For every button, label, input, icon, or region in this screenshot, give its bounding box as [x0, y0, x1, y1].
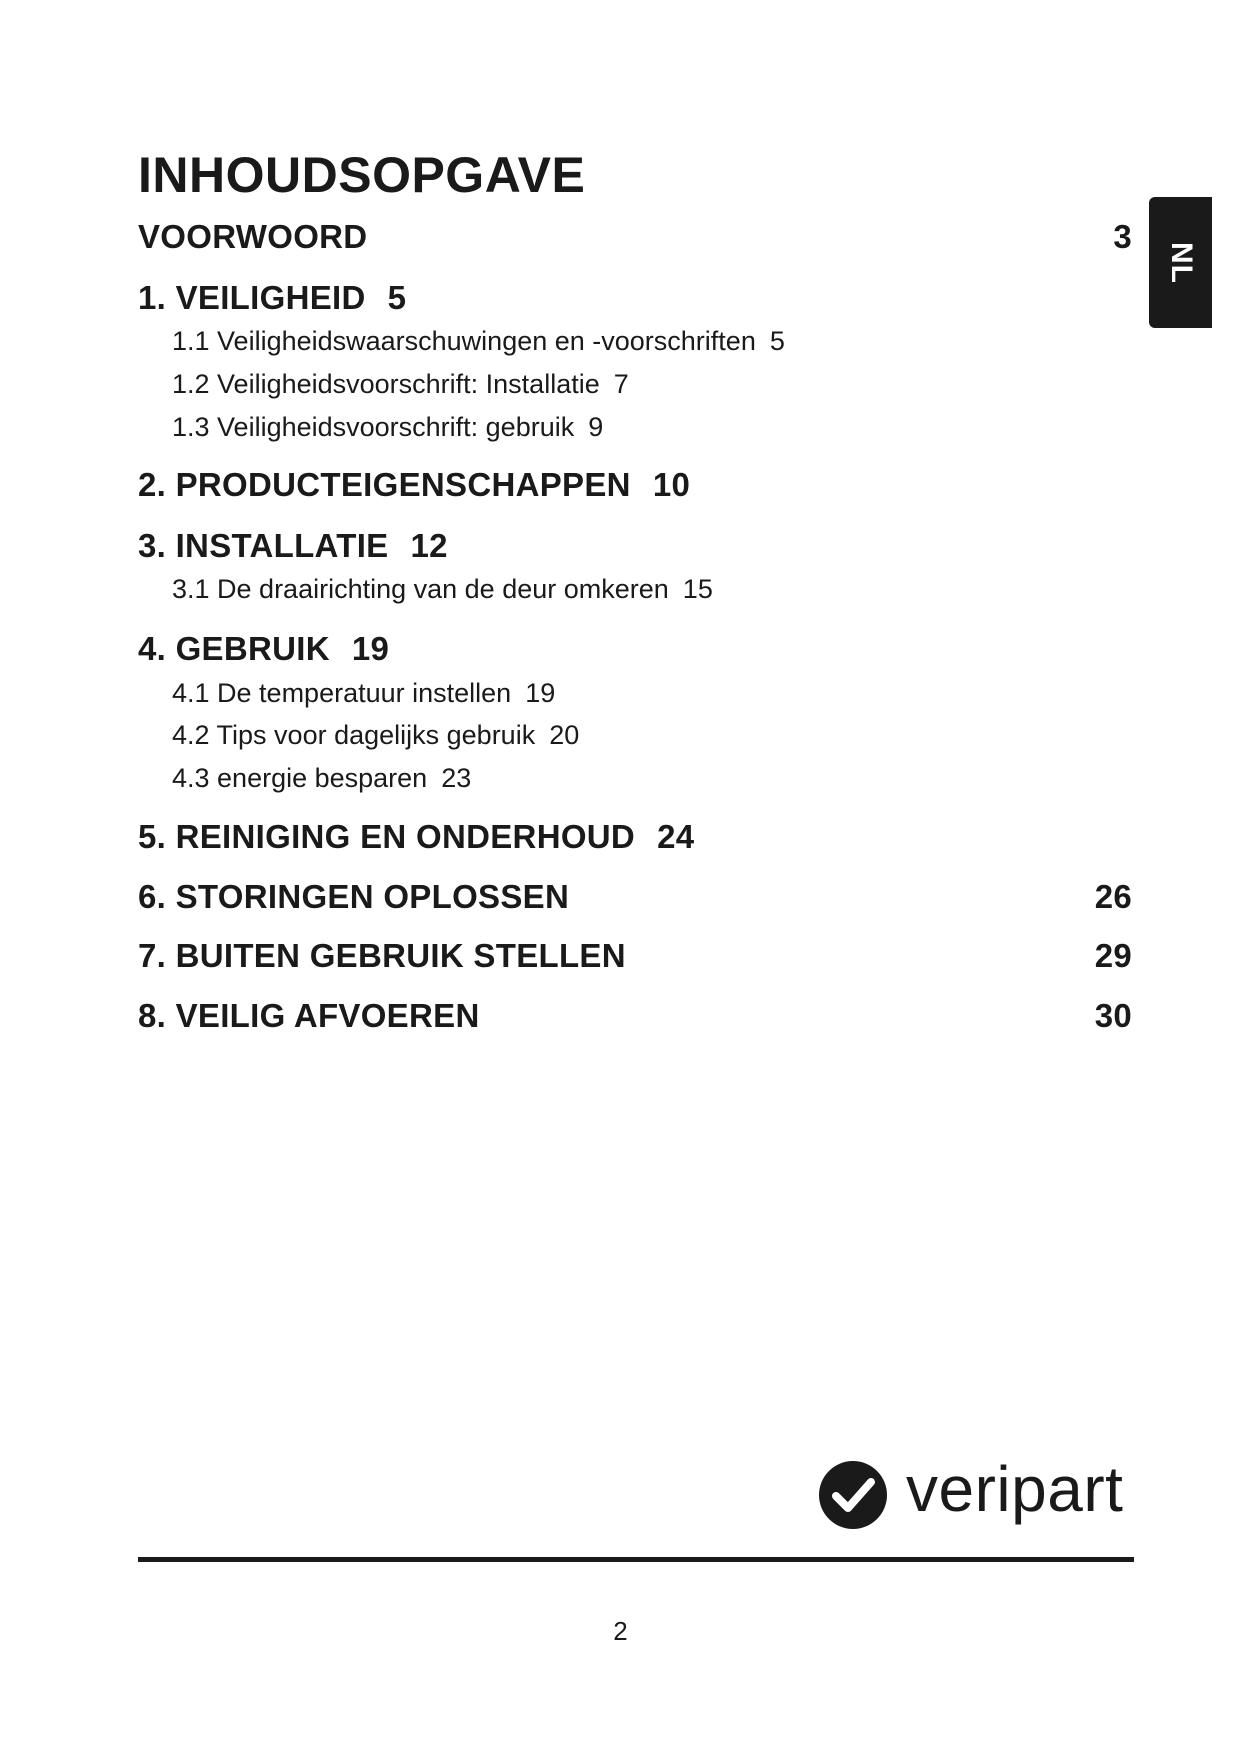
- toc-entry-installatie[interactable]: [138, 527, 1132, 565]
- toc-subentry[interactable]: [172, 678, 555, 709]
- toc-subentry-page: 5: [769, 326, 785, 356]
- toc-subentry[interactable]: [172, 720, 579, 751]
- toc-entry-buiten-gebruik[interactable]: [138, 937, 1132, 975]
- toc-entry-page: 19: [351, 630, 390, 667]
- toc-subentry[interactable]: [172, 326, 785, 357]
- language-tab-label: NL: [1164, 241, 1198, 284]
- toc-subentry[interactable]: [172, 412, 603, 443]
- toc-subentry-label: 1.2 Veiligheidsvoorschrift: Installatie: [172, 369, 600, 399]
- toc-entry-gebruik[interactable]: [138, 630, 1132, 668]
- toc-entry-veiligheid[interactable]: [138, 279, 1132, 317]
- toc-entry-page: 29: [1094, 937, 1132, 974]
- toc-subentry-page: 9: [588, 412, 604, 442]
- toc-subentry-label: 1.1 Veiligheidswaarschuwingen en -voorschriften: [172, 326, 756, 356]
- toc-entry-page: 26: [1094, 878, 1132, 915]
- toc-entry-label: 6. STORINGEN OPLOSSEN: [138, 878, 570, 915]
- toc-entry-label: 4. GEBRUIK: [138, 630, 330, 667]
- toc-subentry[interactable]: [172, 369, 629, 400]
- toc-subentry-label: 3.1 De draairichting van de deur omkeren: [172, 574, 669, 604]
- toc-entry-label: 8. VEILIG AFVOEREN: [138, 997, 480, 1034]
- language-tab: [1149, 197, 1212, 328]
- veripart-logo: [818, 1453, 1138, 1532]
- page-number: 2: [613, 1616, 628, 1646]
- toc-subentry-label: 1.3 Veiligheidsvoorschrift: gebruik: [172, 412, 575, 442]
- toc-entry-voorwoord[interactable]: [138, 218, 1132, 256]
- page-title: INHOUDSOPGAVE: [138, 147, 586, 203]
- toc-subentry[interactable]: [172, 574, 713, 605]
- toc-entry-afvoeren[interactable]: [138, 997, 1132, 1035]
- toc-subentry-page: 23: [441, 763, 472, 793]
- toc-entry-producteigenschappen[interactable]: [138, 466, 1132, 504]
- toc-subentry-label: 4.1 De temperatuur instellen: [172, 678, 512, 708]
- toc-subentry-label: 4.2 Tips voor dagelijks gebruik: [172, 720, 536, 750]
- toc-entry-label: 3. INSTALLATIE: [138, 527, 389, 564]
- toc-entry-page: 10: [652, 466, 691, 503]
- toc-entry-page: 5: [387, 279, 407, 316]
- toc-entry-label: VOORWOORD: [138, 218, 368, 255]
- toc-entry-page: 3: [1113, 218, 1132, 255]
- logo-wordmark: veripart: [906, 1453, 1124, 1525]
- toc-subentry-label: 4.3 energie besparen: [172, 763, 428, 793]
- toc-subentry-page: 7: [613, 369, 629, 399]
- toc-subentry[interactable]: [172, 763, 471, 794]
- toc-subentry-page: 20: [549, 720, 580, 750]
- toc-entry-page: 12: [410, 527, 448, 564]
- checkmark-circle-icon: [818, 1460, 888, 1530]
- toc-entry-page: 30: [1094, 997, 1132, 1034]
- toc-entry-reiniging[interactable]: [138, 818, 1132, 856]
- toc-subentry-page: 15: [682, 574, 713, 604]
- toc-entry-label: 7. BUITEN GEBRUIK STELLEN: [138, 937, 626, 974]
- toc-entry-label: 5. REINIGING EN ONDERHOUD: [138, 818, 636, 855]
- toc-entry-page: 24: [657, 818, 695, 855]
- toc-entry-storingen[interactable]: [138, 878, 1132, 916]
- toc-entry-label: 2. PRODUCTEIGENSCHAPPEN: [138, 466, 631, 503]
- toc-entry-label: 1. VEILIGHEID: [138, 279, 366, 316]
- toc-subentry-page: 19: [525, 678, 556, 708]
- footer-divider: [138, 1557, 1134, 1562]
